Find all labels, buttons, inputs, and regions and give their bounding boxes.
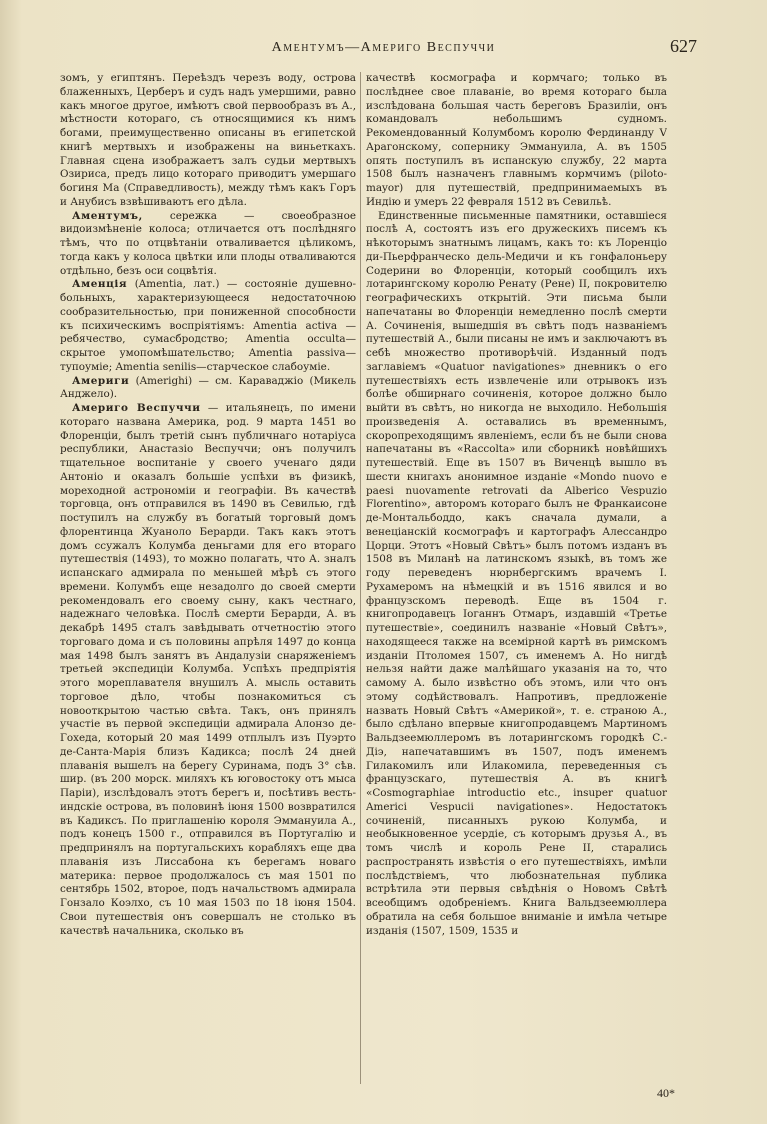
entry-text: (Amerighi) — см. Караваджіо (Микель Анджело).	[60, 374, 356, 401]
column-divider	[360, 72, 361, 1084]
page-header	[0, 36, 767, 62]
paragraph	[60, 72, 356, 210]
entry-headword: Америги	[72, 374, 130, 387]
right-column	[366, 72, 667, 1082]
paragraph	[366, 72, 667, 210]
entry-amentum	[60, 210, 356, 279]
entry-headword: Аментумъ,	[72, 209, 143, 222]
entry-amentia	[60, 278, 356, 374]
entry-amerighi	[60, 375, 356, 403]
entry-text: — итальянецъ, по имени котораго названа Америка, род. 9 марта 1451 во Флоренціи, былъ третій сынъ публичнаго нотаріуса республики, Анастазіо Веспуччи; онъ получилъ тщательное воспитаніе у своего ученаго дяди Антоніо и оказалъ большіе успѣхи въ физикѣ, мореходной астрономіи и географіи. Въ качествѣ торговца, онъ отправился въ 1490 въ Севилью, гдѣ поступилъ на службу въ богатый торговый домъ флорентинца Жуаноло Берарди. Такъ какъ этотъ домъ ссужалъ Колумба деньгами для его втораго путешествія (1493), то можно полагать, что А. зналъ испанскаго адмирала по меньшей мѣрѣ съ этого времени. Колумбъ еще незадолго до своей смерти рекомендовалъ его своему сыну, какъ честнаго, надежнаго человѣка. Послѣ смерти Берарди, А. въ декабрѣ 1495 сталъ завѣдывать отчетностію этого торговаго дома и съ половины апрѣля 1497 до конца мая 1498 былъ занятъ въ Андалузіи снаряженіемъ третьей экспедиціи Колумба. Успѣхъ предпріятія этого мореплавателя внушилъ А. мысль оставить торговое дѣло, чтобы познакомиться съ новооткрытою частью свѣта. Такъ, онъ принялъ участіе въ первой экспедиціи адмирала Алонзо де-Гохеда, который 20 мая 1499 отплылъ изъ Пуэрто де-Санта-Марія близъ Кадикса; послѣ 24 дней плаванія вышелъ на берегу Суринама, подъ 3° сѣв. шир. (въ 200 морск. миляхъ къ юговостоку отъ мыса Паріи), изслѣдовалъ этотъ берегъ и, посѣтивъ весть-индскіе острова, въ половинѣ іюня 1500 возвратился въ Кадиксъ. По приглашенію короля Эммануила А., подъ конецъ 1500 г., отправился въ Португалію и предпринялъ на португальскихъ корабляхъ еще два плаванія изъ Лиссабона къ берегамъ новаго материка: первое продолжалось съ мая 1501 по сентябрь 1502, второе, подъ начальствомъ адмирала Гонзало Коэлхо, съ 10 мая 1503 по 18 іюня 1504. Свои путешествія онъ совершалъ не столько въ качествѣ начальника, сколько въ	[60, 402, 356, 937]
page-number: 627	[670, 36, 697, 56]
entry-headword: Аменція	[72, 278, 128, 291]
running-title: Аментумъ—Америго Веспуччи	[271, 40, 496, 55]
paragraph-text: качествѣ космографа и кормчаго; только въ послѣднее свое плаваніе, во время котораго была изслѣдована большая часть береговъ Бразиліи, онъ командовалъ небольшимъ судномъ. Рекомендованный Колумбомъ королю Фердинанду V Арагонскому, сопернику Эммануила, А. въ 1505 опять поступилъ въ испанскую службу, 22 марта 1508 былъ назначенъ главнымъ кормчимъ (piloto-mayor) для путешествій, предпринимаемыхъ въ Индію и умеръ 22 февраля 1512 въ Севильѣ.	[366, 72, 667, 208]
entry-text: сережка — своеобразное видоизмѣненіе колоса; отличается отъ послѣдняго тѣмъ, что по отцвѣтаніи отваливается цѣликомъ, тогда какъ у колоса цвѣтки или плоды отваливаются отдѣльно, безъ оси соцвѣтія.	[60, 209, 356, 277]
paragraph	[366, 210, 667, 939]
entry-headword: Америго Веспуччи	[72, 402, 201, 414]
paragraph-text: зомъ, у египтянъ. Переѣздъ черезъ воду, острова блаженныхъ, Церберъ и судъ надъ умершими, равно какъ многое другое, имѣютъ свой первообразъ въ А., мѣстности котораго, съ относящимися къ нимъ богами, преимущественно описаны въ египетской книгѣ мертвыхъ и изображены на виньеткахъ. Главная сцена изображаетъ залъ судьи мертвыхъ Озириса, предъ лицо котораго приводитъ умершаго богиня Ма (Справедливость), между тѣмъ какъ Горъ и Анубисъ взвѣшиваютъ его дѣла.	[60, 72, 356, 208]
paragraph-text: Единственные письменные памятники, оставшіеся послѣ А, состоятъ изъ его дружескихъ писемъ къ нѣкоторымъ знатнымъ лицамъ, какъ то: къ Лоренціо ди-Пьерфранческо дель-Медичи и къ гонфалоньеру Содерини во Флоренціи, который сообщилъ ихъ лотарингскому королю Ренату (Рене) II, покровителю географическихъ открытій. Эти письма были напечатаны во Флоренціи немедленно послѣ смерти А. Сочиненія, вышедшія въ свѣтъ подъ названіемъ путешествій А., были писаны не имъ и заключаютъ въ себѣ множество противорѣчій. Изданный подъ заглавіемъ «Quatuor navigationes» дневникъ о его путешествіяхъ есть извлеченіе или отрывокъ изъ болѣе обширнаго сочиненія, которое должно было выйти въ свѣтъ, но никогда не выходило. Небольшія произведенія А. оставались въ временнымъ, скоропреходящимъ явленіемъ, если бъ не были снова напечатаны въ «Raccolta» или сборникѣ новѣйшихъ путешествій. Еще въ 1507 въ Виченцѣ вышло въ шести книгахъ анонимное изданіе «Mondo nuovo e paesi nuovamente retrovati da Alberico Vespuzio Florentino», авторомъ котораго былъ не Франкаисоне де-Монтальбоддо, какъ сначала думали, а венеціанскій космографъ и картографъ Алессандро Цорци. Этотъ «Новый Свѣтъ» былъ потомъ изданъ въ 1508 въ Миланѣ на латинскомъ языкѣ, въ томъ же году переведенъ нюрнбергскимъ врачемъ І. Рухамеромъ на нѣмецкій и въ 1516 явился и во французскомъ переводѣ. Еще въ 1504 г. книгопродавецъ Іоганнъ Отмаръ, издавшій «Третье путешествіе», соединилъ названіе «Новый Свѣтъ», находящееся также на всемірной картѣ въ римскомъ изданіи Птоломея 1507, съ именемъ А. Но нигдѣ нельзя найти даже малѣйшаго указанія на то, что самому А. было извѣстно объ этомъ, или что онъ этому содѣйствовалъ. Напротивъ, предложеніе назвать Новый Свѣтъ «Америкой», т. е. страною А., было сдѣлано впервые книгопродавцемъ Мартиномъ Вальдзеемюллеромъ въ лотарингскомъ городкѣ С.-Діэ, напечатавшимъ въ 1507, подъ именемъ Гилакомилъ или Илакомила, переведенныя съ французскаго, путешествія А. въ книгѣ «Cosmographiae introductio etc., insuper quatuor Americi Vespucii navigationes». Недостатокъ сочиненій, писанныхъ рукою Колумба, и необыкновенное усердіе, съ которымъ друзья А., въ томъ числѣ и король Рене II, старались распространять извѣстія о его путешествіяхъ, имѣли послѣдствіемъ, что любознательная публика встрѣтила эти первыя свѣдѣнія о Новомъ Свѣтѣ всеобщимъ одобреніемъ. Книга Вальдзеемюллера обратила на себя большое вниманіе и имѣла четыре изданія (1507, 1509, 1535 и	[366, 209, 667, 937]
entry-text: (Amentia, лат.) — состояніе душевно-больныхъ, характеризующееся недостаточною сообразительностью, при пониженной способности къ психическимъ воспріятіямъ: Amentia activa — ребячество, сумасбродство; Amentia occulta—скрытое умопомѣшательство; Amentia passiva—тупоуміе; Amentia senilis—старческое слабоуміе.	[60, 278, 356, 373]
signature-mark: 40*	[657, 1086, 675, 1100]
left-column	[60, 72, 356, 1082]
entry-amerigo-vespucci	[60, 402, 356, 938]
